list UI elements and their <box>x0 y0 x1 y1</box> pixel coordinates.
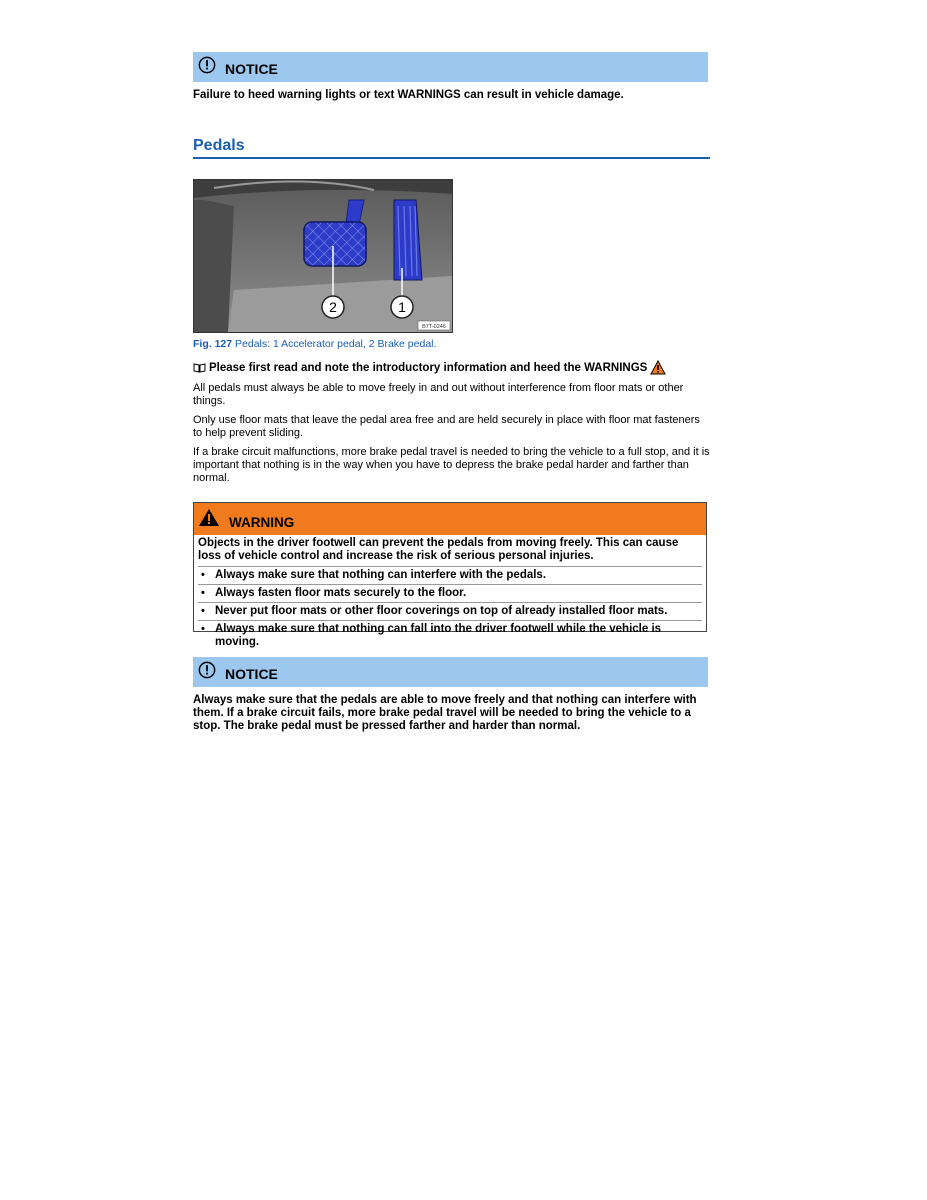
warning-header <box>194 503 706 535</box>
notice-icon <box>198 661 216 679</box>
book-icon <box>193 362 206 373</box>
svg-text:1: 1 <box>398 299 406 315</box>
notice-header <box>193 657 708 687</box>
callout-2 <box>322 296 344 318</box>
warning-list <box>198 566 702 651</box>
figure-number: Fig. 127 <box>193 338 233 350</box>
notice-icon <box>198 56 216 74</box>
paragraph: All pedals must always be able to move freely in and out without interference from floor mats or other things. <box>193 382 684 407</box>
callout-1 <box>391 296 413 318</box>
warning-title: WARNING <box>229 514 295 530</box>
warning-triangle-icon <box>650 360 666 375</box>
intro-line <box>193 360 666 375</box>
image-code: B7T-0246 <box>422 324 446 330</box>
intro-text: Please first read and note the introductory information and heed the WARNINGS <box>209 361 648 374</box>
notice-header <box>193 52 708 82</box>
figure-caption <box>193 338 436 350</box>
warning-intro: Objects in the driver footwell can prevent the pedals from moving freely. This can cause loss of vehicle control and increase the risk of serious personal injuries. <box>198 537 679 562</box>
section-divider <box>193 157 710 159</box>
figure-caption-text: Pedals: 1 Accelerator pedal, 2 Brake pedal. <box>235 338 437 350</box>
pedals-figure <box>193 179 453 333</box>
notice-text: Always make sure that the pedals are able to move freely and that nothing can interfere with them. If a brake circuit fails, more brake pedal travel will be needed to bring the vehicle to a stop. The brake pedal must be pressed farther and harder than normal. <box>193 694 697 732</box>
notice-text: Failure to heed warning lights or text WARNINGS can result in vehicle damage. <box>193 89 624 101</box>
notice-title: NOTICE <box>225 666 278 682</box>
section-title: Pedals <box>193 137 245 154</box>
paragraph: If a brake circuit malfunctions, more brake pedal travel is needed to bring the vehicle to a full stop, and it is important that nothing is in the way when you have to depress the brake pedal harder and farther than normal. <box>193 446 710 484</box>
svg-text:2: 2 <box>329 299 337 315</box>
list-item: • Always fasten floor mats securely to the floor. <box>198 584 702 602</box>
warning-box <box>193 502 707 648</box>
warning-body <box>194 535 706 651</box>
pedals-illustration <box>194 180 452 332</box>
list-item: • Always make sure that nothing can interfere with the pedals. <box>198 566 702 584</box>
notice-title: NOTICE <box>225 61 278 77</box>
warning-icon <box>198 508 220 527</box>
paragraph: Only use floor mats that leave the pedal area free and are held securely in place with floor mat fasteners to help prevent sliding. <box>193 414 700 439</box>
list-item: • Never put floor mats or other floor coverings on top of already installed floor mats. <box>198 602 702 620</box>
list-item: • Always make sure that nothing can fall into the driver footwell while the vehicle is moving. <box>198 620 702 651</box>
